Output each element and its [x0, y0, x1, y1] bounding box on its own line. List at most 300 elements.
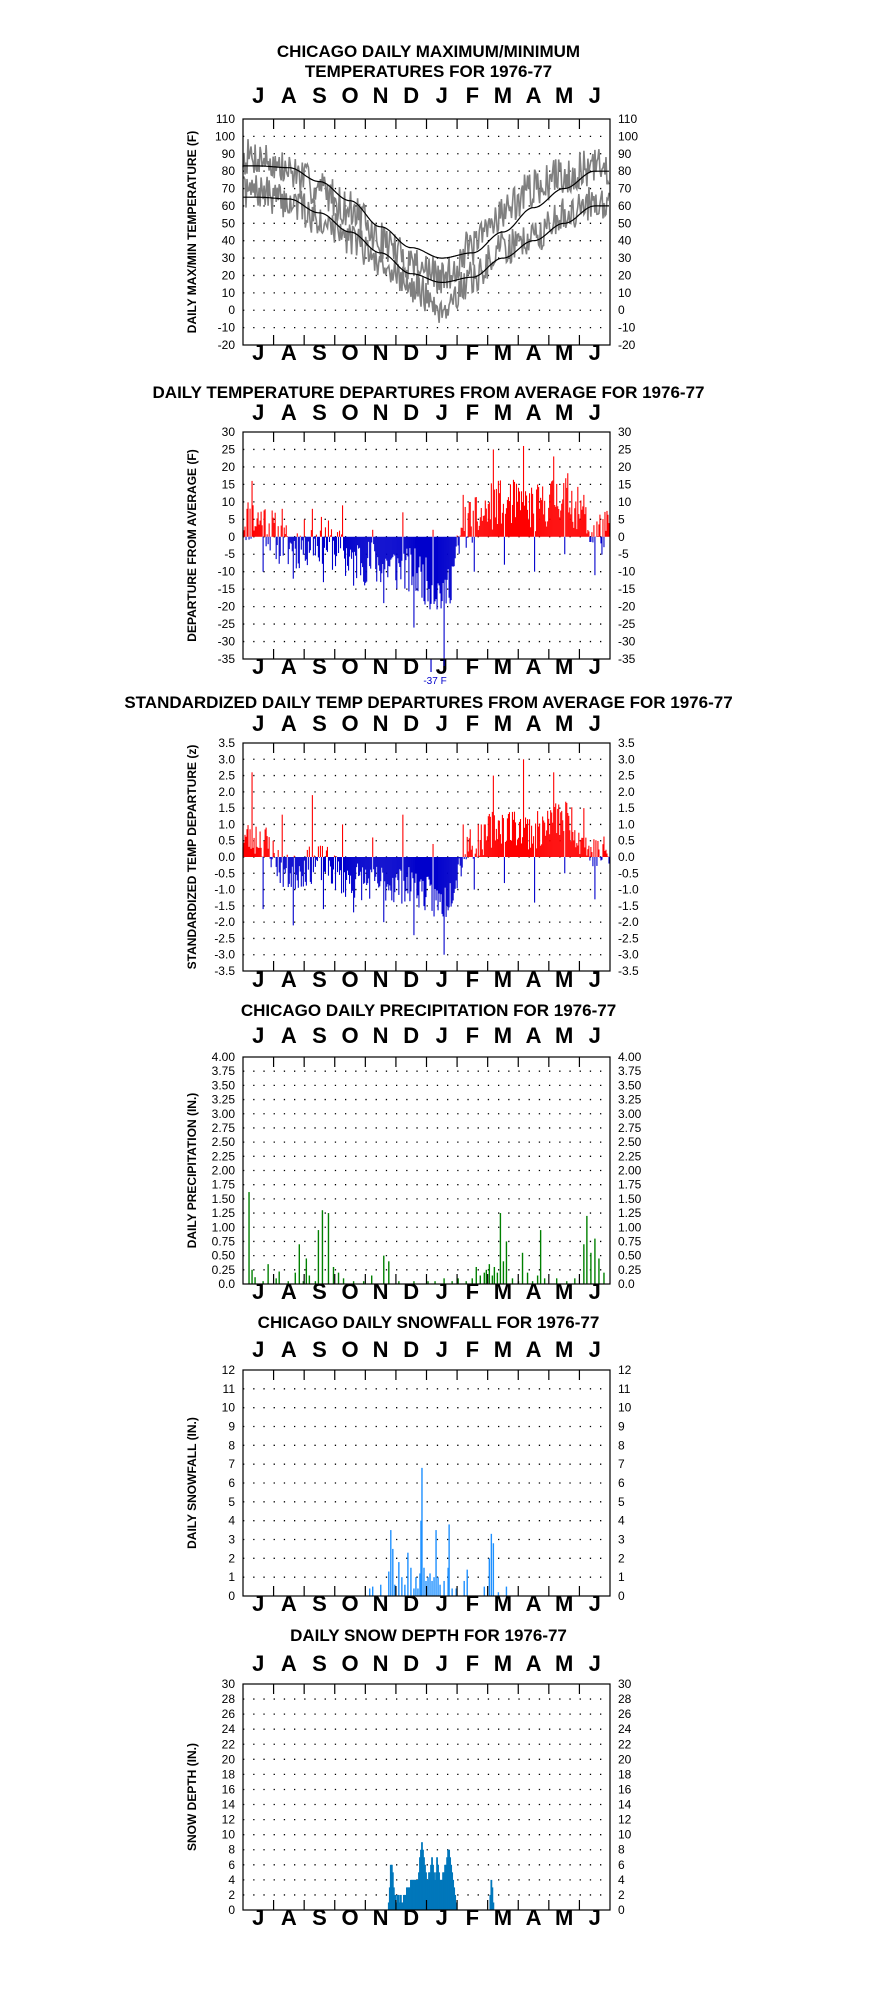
month-label-top: N [372, 711, 389, 736]
y-tick-left: 30 [221, 251, 235, 266]
month-label-top: D [403, 711, 420, 736]
y-tick-right: 110 [618, 112, 638, 126]
month-label-top: J [252, 1651, 265, 1676]
y-tick-left: 12 [221, 1363, 235, 1377]
precip-title: CHICAGO DAILY PRECIPITATION FOR 1976-77 [240, 1001, 617, 1020]
month-label-top: J [435, 1023, 448, 1048]
y-tick-left: 12 [221, 1812, 235, 1827]
y-tick-right: 0 [618, 529, 625, 544]
month-label-bottom: A [525, 340, 542, 365]
y-tick-right: 15 [618, 477, 632, 492]
y-tick-left: -5 [224, 547, 235, 562]
y-tick-left: 9 [228, 1419, 235, 1434]
y-tick-left: 0.25 [211, 1262, 235, 1277]
y-tick-right: -5 [618, 547, 629, 562]
y-tick-right: 0.75 [618, 1234, 642, 1249]
month-label-bottom: S [312, 654, 327, 679]
y-tick-left: 110 [215, 112, 235, 126]
y-tick-right: 3.75 [618, 1064, 642, 1079]
y-tick-right: 2 [618, 1551, 625, 1566]
snowdepth-ylabel: SNOW DEPTH (IN.) [185, 1743, 199, 1851]
month-label-bottom: J [588, 1591, 601, 1616]
y-tick-left: 70 [221, 181, 235, 196]
y-tick-right: 2.00 [618, 1163, 642, 1178]
y-tick-left: 20 [221, 1752, 235, 1767]
y-tick-left: 2.5 [218, 768, 235, 783]
month-label-bottom: O [341, 340, 359, 365]
y-tick-left: 28 [221, 1692, 235, 1707]
month-label-bottom: F [465, 1279, 480, 1304]
month-label-bottom: N [372, 967, 389, 992]
y-tick-right: 3.0 [618, 752, 635, 767]
month-label-top: N [372, 400, 389, 425]
month-label-bottom: S [312, 340, 327, 365]
y-tick-right: -2.5 [618, 931, 639, 946]
precip-panel [185, 1001, 642, 1304]
y-tick-left: 7 [228, 1457, 235, 1472]
month-label-top: O [341, 1023, 359, 1048]
y-tick-left: 0.5 [218, 833, 235, 848]
y-tick-right: 10 [618, 1400, 632, 1415]
month-label-bottom: F [465, 340, 480, 365]
month-label-top: N [372, 1337, 389, 1362]
y-tick-left: -30 [217, 634, 235, 649]
y-tick-left: 10 [221, 285, 235, 300]
y-tick-right: 4.00 [618, 1050, 642, 1064]
y-tick-left: 3.0 [218, 752, 235, 767]
y-tick-left: 2.0 [218, 784, 235, 799]
month-label-top: M [493, 1651, 513, 1676]
temps-ylabel: DAILY MAX/MIN TEMPERATURE (F) [185, 130, 199, 334]
y-tick-right: 40 [618, 233, 632, 248]
month-label-bottom: J [588, 1279, 601, 1304]
standardized-title: STANDARDIZED DAILY TEMP DEPARTURES FROM AVERAGE FOR 1976-77 [124, 693, 733, 712]
y-tick-right: -3.5 [618, 964, 639, 978]
month-label-bottom: J [252, 1279, 265, 1304]
y-tick-right: 11 [618, 1381, 631, 1396]
month-label-bottom: N [372, 1905, 389, 1930]
y-tick-left: 6 [228, 1476, 235, 1490]
y-tick-right: 3.00 [618, 1106, 642, 1121]
month-label-bottom: D [403, 654, 420, 679]
y-tick-right: 6 [618, 1857, 625, 1872]
y-tick-left: 22 [221, 1737, 235, 1752]
y-tick-right: -20 [618, 338, 636, 352]
month-label-bottom: J [435, 1591, 448, 1616]
month-label-top: A [525, 83, 542, 108]
y-tick-left: -1.5 [214, 898, 235, 913]
y-tick-right: 30 [618, 1677, 632, 1691]
month-label-bottom: N [372, 1279, 389, 1304]
month-label-bottom: S [312, 1591, 327, 1616]
month-label-bottom: J [252, 1905, 265, 1930]
y-tick-left: 3.75 [211, 1064, 235, 1079]
y-tick-right: -30 [618, 634, 636, 649]
month-label-top: S [312, 1023, 327, 1048]
month-label-bottom: M [493, 1279, 513, 1304]
y-tick-left: 8 [228, 1842, 235, 1857]
y-tick-right: 10 [618, 1827, 632, 1842]
y-tick-right: 4 [618, 1872, 625, 1887]
plot-border [243, 1370, 610, 1596]
month-label-bottom: M [493, 967, 513, 992]
y-tick-left: 4 [228, 1872, 235, 1887]
y-tick-left: 30 [221, 425, 235, 439]
month-label-top: S [312, 83, 327, 108]
month-label-bottom: J [588, 654, 601, 679]
month-label-top: A [525, 1023, 542, 1048]
y-tick-right: 0.0 [618, 1277, 635, 1291]
y-tick-left: 3.25 [211, 1092, 235, 1107]
y-tick-right: 20 [618, 1752, 632, 1767]
snowdepth-title: DAILY SNOW DEPTH FOR 1976-77 [290, 1626, 567, 1645]
y-tick-left: 20 [221, 459, 235, 474]
y-tick-left: -10 [217, 564, 235, 579]
y-tick-left: -0.5 [214, 866, 235, 881]
y-tick-right: 26 [618, 1707, 632, 1722]
month-label-bottom: D [403, 967, 420, 992]
month-label-top: A [525, 711, 542, 736]
y-tick-right: -35 [618, 652, 636, 666]
y-tick-right: 16 [618, 1782, 632, 1797]
y-tick-left: 2.00 [211, 1163, 235, 1178]
record-departure-annotation: -37 F [423, 676, 447, 687]
month-label-top: O [341, 400, 359, 425]
y-tick-right: -10 [618, 564, 636, 579]
month-label-bottom: J [435, 967, 448, 992]
y-tick-right: 1 [618, 1570, 625, 1585]
y-tick-right: 2.75 [618, 1120, 642, 1135]
y-tick-right: 10 [618, 494, 632, 509]
y-tick-left: 1.5 [218, 801, 235, 816]
month-label-bottom: O [341, 967, 359, 992]
y-tick-right: 0 [618, 1903, 625, 1917]
y-tick-right: 22 [618, 1737, 632, 1752]
y-tick-right: 20 [618, 459, 632, 474]
y-tick-right: -2.0 [618, 915, 639, 930]
month-label-bottom: J [252, 1591, 265, 1616]
y-tick-right: 14 [618, 1797, 632, 1812]
month-label-top: J [588, 711, 601, 736]
month-label-top: J [588, 1023, 601, 1048]
month-label-bottom: O [341, 1591, 359, 1616]
y-tick-right: 60 [618, 198, 632, 213]
month-label-bottom: F [465, 967, 480, 992]
month-label-top: D [403, 400, 420, 425]
month-label-bottom: J [252, 340, 265, 365]
month-label-bottom: A [280, 967, 297, 992]
month-label-top: M [493, 1337, 513, 1362]
y-tick-right: 0.50 [618, 1248, 642, 1263]
y-tick-right: -0.5 [618, 866, 639, 881]
month-label-top: O [341, 1337, 359, 1362]
y-tick-right: 80 [618, 164, 632, 179]
y-tick-left: 2 [228, 1551, 235, 1566]
month-label-bottom: J [252, 654, 265, 679]
y-tick-right: 3.25 [618, 1092, 642, 1107]
y-tick-left: 0 [228, 303, 235, 318]
y-tick-right: 3 [618, 1532, 625, 1547]
month-label-bottom: J [588, 340, 601, 365]
month-label-bottom: S [312, 967, 327, 992]
departures-panel [153, 383, 705, 687]
y-tick-right: 1.25 [618, 1206, 642, 1221]
month-label-top: M [554, 1023, 574, 1048]
month-label-top: M [493, 711, 513, 736]
month-label-bottom: M [493, 1591, 513, 1616]
month-label-top: A [280, 400, 297, 425]
y-tick-left: -20 [217, 338, 235, 352]
y-tick-right: 24 [618, 1722, 632, 1737]
month-label-bottom: M [493, 340, 513, 365]
month-label-top: M [493, 1023, 513, 1048]
month-label-bottom: M [554, 1279, 574, 1304]
snowfall-ylabel: DAILY SNOWFALL (IN.) [185, 1417, 199, 1549]
month-label-top: D [403, 1023, 420, 1048]
y-tick-right: 100 [618, 129, 639, 144]
month-label-top: M [493, 400, 513, 425]
month-label-bottom: S [312, 1279, 327, 1304]
month-label-bottom: N [372, 1591, 389, 1616]
month-label-top: M [554, 400, 574, 425]
month-label-bottom: A [525, 1591, 542, 1616]
y-tick-left: 10 [221, 494, 235, 509]
y-tick-right: 0.25 [618, 1262, 642, 1277]
month-label-top: J [588, 83, 601, 108]
month-label-top: S [312, 1337, 327, 1362]
month-label-bottom: O [341, 1279, 359, 1304]
y-tick-right: 8 [618, 1842, 625, 1857]
daily-min-line [243, 175, 609, 322]
month-label-bottom: J [435, 340, 448, 365]
temps-title: CHICAGO DAILY MAXIMUM/MINIMUM [276, 42, 581, 61]
y-tick-left: 0.50 [211, 1248, 235, 1263]
month-label-bottom: M [554, 654, 574, 679]
month-label-bottom: D [403, 1905, 420, 1930]
month-label-top: N [372, 1651, 389, 1676]
month-label-top: A [280, 83, 297, 108]
y-tick-left: 1.50 [211, 1191, 235, 1206]
month-label-bottom: A [280, 340, 297, 365]
y-tick-left: 0.0 [218, 850, 235, 864]
month-label-bottom: J [588, 967, 601, 992]
y-tick-left: 24 [221, 1722, 235, 1737]
plot-border [243, 1057, 610, 1284]
y-tick-right: 2.5 [618, 768, 635, 783]
y-tick-right: 30 [618, 251, 632, 266]
snowfall-panel [185, 1313, 632, 1616]
month-label-top: F [465, 1651, 480, 1676]
y-tick-left: 60 [221, 198, 235, 213]
y-tick-right: 1.00 [618, 1220, 642, 1235]
y-tick-left: -2.5 [214, 931, 235, 946]
y-tick-left: 3.50 [211, 1078, 235, 1093]
y-tick-left: 1.25 [211, 1206, 235, 1221]
month-label-top: J [588, 1651, 601, 1676]
month-label-top: A [280, 1651, 297, 1676]
month-label-bottom: A [280, 1591, 297, 1616]
month-label-top: J [252, 1023, 265, 1048]
y-tick-left: 5 [228, 512, 235, 527]
y-tick-left: -10 [217, 320, 235, 335]
y-tick-left: 2.75 [211, 1120, 235, 1135]
y-tick-left: 14 [221, 1797, 235, 1812]
month-label-top: N [372, 83, 389, 108]
month-label-top: F [465, 1337, 480, 1362]
temps-panel [185, 42, 638, 365]
month-label-bottom: D [403, 340, 420, 365]
y-tick-right: -15 [618, 582, 636, 597]
y-tick-left: 16 [221, 1782, 235, 1797]
month-label-top: M [554, 83, 574, 108]
month-label-top: J [252, 711, 265, 736]
y-tick-left: -1.0 [214, 882, 235, 897]
y-tick-left: -25 [217, 617, 235, 632]
y-tick-right: 2 [618, 1887, 625, 1902]
y-tick-left: 0 [228, 1589, 235, 1603]
y-tick-right: 30 [618, 425, 632, 439]
y-tick-right: 0 [618, 1589, 625, 1603]
month-label-bottom: M [554, 1591, 574, 1616]
y-tick-right: 0.0 [618, 850, 635, 864]
y-tick-left: 30 [221, 1677, 235, 1691]
y-tick-left: 20 [221, 268, 235, 283]
y-tick-left: -35 [217, 652, 235, 666]
month-label-bottom: O [341, 654, 359, 679]
y-tick-left: 10 [221, 1400, 235, 1415]
month-label-top: F [465, 1023, 480, 1048]
y-tick-right: -1.5 [618, 898, 639, 913]
y-tick-right: 3.50 [618, 1078, 642, 1093]
month-label-top: M [554, 1337, 574, 1362]
month-label-top: M [493, 83, 513, 108]
y-tick-right: 6 [618, 1476, 625, 1490]
month-label-bottom: J [588, 1905, 601, 1930]
y-tick-left: 1.0 [218, 817, 235, 832]
y-tick-left: 90 [221, 146, 235, 161]
month-label-bottom: J [435, 1279, 448, 1304]
month-label-bottom: M [554, 1905, 574, 1930]
month-label-top: J [435, 1337, 448, 1362]
y-tick-right: 9 [618, 1419, 625, 1434]
y-tick-left: 100 [214, 129, 235, 144]
y-tick-right: -25 [618, 617, 636, 632]
month-label-top: M [554, 1651, 574, 1676]
standardized-ylabel: STANDARDIZED TEMP DEPARTURE (z) [185, 744, 199, 970]
y-tick-left: 0 [228, 529, 235, 544]
y-tick-right: 18 [618, 1767, 632, 1782]
month-label-top: O [341, 711, 359, 736]
month-label-bottom: S [312, 1905, 327, 1930]
y-tick-left: 2.50 [211, 1135, 235, 1150]
y-tick-right: 2.50 [618, 1135, 642, 1150]
month-label-top: S [312, 400, 327, 425]
y-tick-left: 4.00 [211, 1050, 235, 1064]
standardized-panel [124, 693, 732, 992]
month-label-top: D [403, 83, 420, 108]
month-label-top: J [435, 83, 448, 108]
y-tick-left: -3.5 [214, 964, 235, 978]
y-tick-left: 40 [221, 233, 235, 248]
y-tick-right: 4 [618, 1513, 625, 1528]
month-label-top: J [435, 400, 448, 425]
month-label-bottom: A [525, 967, 542, 992]
month-label-bottom: M [554, 967, 574, 992]
month-label-top: D [403, 1337, 420, 1362]
y-tick-right: -3.0 [618, 947, 639, 962]
temps-title: TEMPERATURES FOR 1976-77 [304, 62, 553, 81]
month-label-top: F [465, 400, 480, 425]
y-tick-left: 0.75 [211, 1234, 235, 1249]
month-label-top: A [280, 711, 297, 736]
y-tick-right: 25 [618, 442, 632, 457]
month-label-top: A [525, 400, 542, 425]
y-tick-left: 3.00 [211, 1106, 235, 1121]
month-label-top: J [252, 83, 265, 108]
month-label-top: M [554, 711, 574, 736]
month-label-top: S [312, 711, 327, 736]
month-label-bottom: J [435, 1905, 448, 1930]
y-tick-left: 18 [221, 1767, 235, 1782]
month-label-top: J [435, 711, 448, 736]
y-tick-right: 28 [618, 1692, 632, 1707]
y-tick-right: 12 [618, 1363, 632, 1377]
month-label-bottom: F [465, 1905, 480, 1930]
y-tick-left: 11 [222, 1381, 235, 1396]
y-tick-right: 2.25 [618, 1149, 642, 1164]
month-label-bottom: D [403, 1591, 420, 1616]
month-label-top: A [525, 1651, 542, 1676]
y-tick-left: 26 [221, 1707, 235, 1722]
y-tick-left: 5 [228, 1494, 235, 1509]
y-tick-right: 8 [618, 1438, 625, 1453]
month-label-top: A [280, 1337, 297, 1362]
departures-ylabel: DEPARTURE FROM AVERAGE (F) [185, 449, 199, 642]
month-label-top: J [588, 1337, 601, 1362]
y-tick-left: 3.5 [218, 736, 235, 750]
y-tick-right: 1.5 [618, 801, 635, 816]
y-tick-right: 70 [618, 181, 632, 196]
month-label-top: A [280, 1023, 297, 1048]
y-tick-right: 90 [618, 146, 632, 161]
month-label-top: O [341, 1651, 359, 1676]
month-label-top: A [525, 1337, 542, 1362]
month-label-bottom: A [525, 1279, 542, 1304]
y-tick-left: 1 [228, 1570, 235, 1585]
y-tick-right: 0.5 [618, 833, 635, 848]
y-tick-left: 15 [221, 477, 235, 492]
month-label-bottom: O [341, 1905, 359, 1930]
y-tick-left: 1.75 [211, 1177, 235, 1192]
snowfall-title: CHICAGO DAILY SNOWFALL FOR 1976-77 [257, 1313, 600, 1332]
y-tick-right: -10 [618, 320, 636, 335]
departures-title: DAILY TEMPERATURE DEPARTURES FROM AVERAGE FOR 1976-77 [152, 383, 705, 402]
month-label-bottom: J [435, 654, 448, 679]
y-tick-left: 0 [228, 1903, 235, 1917]
y-tick-left: 25 [221, 442, 235, 457]
y-tick-right: 10 [618, 285, 632, 300]
month-label-bottom: D [403, 1279, 420, 1304]
y-tick-right: 50 [618, 216, 632, 231]
y-tick-left: 10 [221, 1827, 235, 1842]
y-tick-left: 1.00 [211, 1220, 235, 1235]
y-tick-right: 3.5 [618, 736, 635, 750]
month-label-top: J [252, 400, 265, 425]
month-label-top: F [465, 83, 480, 108]
y-tick-left: -3.0 [214, 947, 235, 962]
month-label-bottom: F [465, 1591, 480, 1616]
y-tick-right: 12 [618, 1812, 632, 1827]
